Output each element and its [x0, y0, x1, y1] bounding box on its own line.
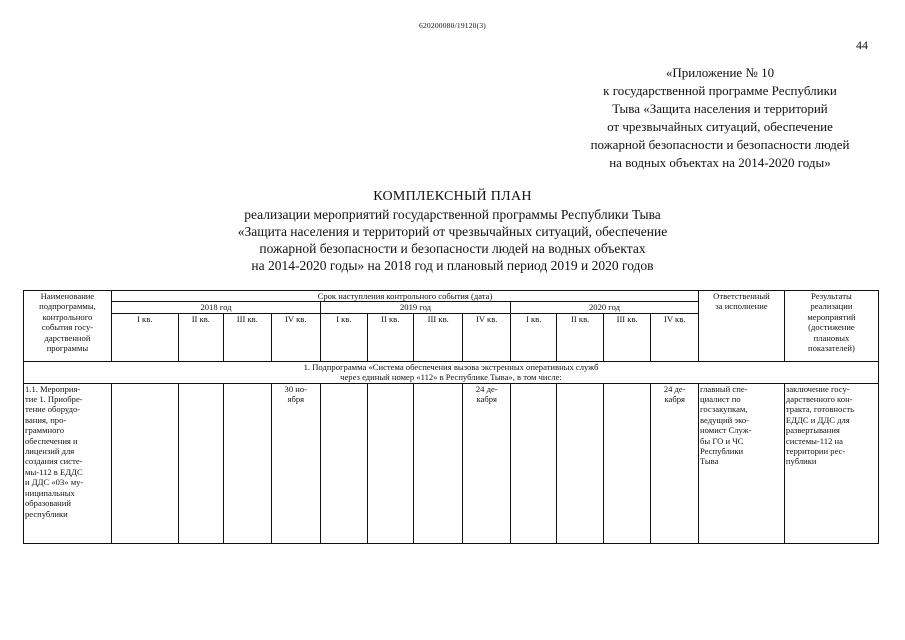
date-cell — [413, 383, 463, 543]
appendix-line: от чрезвычайных ситуаций, обеспечение — [607, 119, 833, 134]
appendix-heading — [520, 64, 905, 172]
header-quarter: III кв. — [224, 313, 271, 361]
plan-subtitle-line: «Защита населения и территорий от чрезвычайных ситуаций, обеспечение — [237, 224, 668, 239]
date-cell — [557, 383, 603, 543]
header-year: 2019 год — [321, 302, 511, 313]
appendix-line: к государственной программе Республики — [603, 83, 837, 98]
date-cell: 30 но- ября — [271, 383, 321, 543]
plan-subtitle — [0, 206, 905, 274]
appendix-line: «Приложение № 10 — [665, 65, 775, 80]
appendix-line: пожарной безопасности и безопасности людей — [590, 137, 850, 152]
header-quarter: II кв. — [557, 313, 603, 361]
row-responsible: главный спе- циалист по госзакупкам, ведущий эко- номист Служ- бы ГО и ЧС Республики Тыва — [699, 383, 785, 543]
header-row — [24, 291, 879, 302]
header-quarter: II кв. — [367, 313, 413, 361]
date-cell — [178, 383, 223, 543]
appendix-line: на водных объектах на 2014-2020 годы» — [609, 155, 831, 170]
section-row — [24, 361, 879, 383]
document-code: 620200080/19120(3) — [419, 21, 486, 30]
appendix-line: Тыва «Защита населения и территорий — [612, 101, 828, 116]
date-cell: 24 де- кабря — [463, 383, 510, 543]
header-quarter: I кв. — [510, 313, 556, 361]
header-dates-column: Срок наступления контрольного события (дата) — [111, 291, 698, 302]
row-results: заключение госу- дарственного кон- тракта, готовность ЕДДС и ДДС для развертывания системы-112 на территории рес- публики — [784, 383, 878, 543]
page-number: 44 — [856, 38, 868, 52]
header-quarter: IV кв. — [651, 313, 699, 361]
date-cell — [367, 383, 413, 543]
date-cell: 24 де- кабря — [651, 383, 699, 543]
date-cell — [603, 383, 650, 543]
date-cell — [510, 383, 556, 543]
header-quarter: IV кв. — [271, 313, 321, 361]
header-results-column: Результаты реализации мероприятий (достижение плановых показателей) — [784, 291, 878, 362]
section-title: 1. Подпрограмма «Система обеспечения вызова экстренных оперативных служб через единый номер «112» в Республике Тыва», в том числе: — [24, 361, 879, 383]
plan-title: КОМПЛЕКСНЫЙ ПЛАН — [373, 189, 532, 204]
date-cell — [321, 383, 367, 543]
plan-subtitle-line: реализации мероприятий государственной программы Республики Тыва — [244, 207, 661, 222]
header-responsible-column: Ответственный за исполнение — [699, 291, 785, 362]
header-name-column: Наименование подпрограммы, контрольного события госу- дарственной программы — [24, 291, 112, 362]
date-cell — [111, 383, 178, 543]
row-name: 1.1. Мероприя- тие 1. Приобре- тение оборудо- вания, про- граммного обеспечения и лицензий для создания систе- мы-112 в ЕДДС и ДДС «03» му- ниципальных образований республики — [24, 383, 112, 543]
header-quarter: I кв. — [111, 313, 178, 361]
header-year: 2018 год — [111, 302, 320, 313]
header-quarter: IV кв. — [463, 313, 510, 361]
date-cell — [224, 383, 271, 543]
header-quarter: III кв. — [603, 313, 650, 361]
plan-table — [23, 290, 879, 544]
header-quarter: I кв. — [321, 313, 367, 361]
header-quarter: III кв. — [413, 313, 463, 361]
header-quarter: II кв. — [178, 313, 223, 361]
plan-subtitle-line: пожарной безопасности и безопасности людей на водных объектах — [259, 241, 646, 256]
header-year: 2020 год — [510, 302, 698, 313]
table-row — [24, 383, 879, 543]
plan-subtitle-line: на 2014-2020 годы» на 2018 год и плановый период 2019 и 2020 годов — [251, 258, 654, 273]
